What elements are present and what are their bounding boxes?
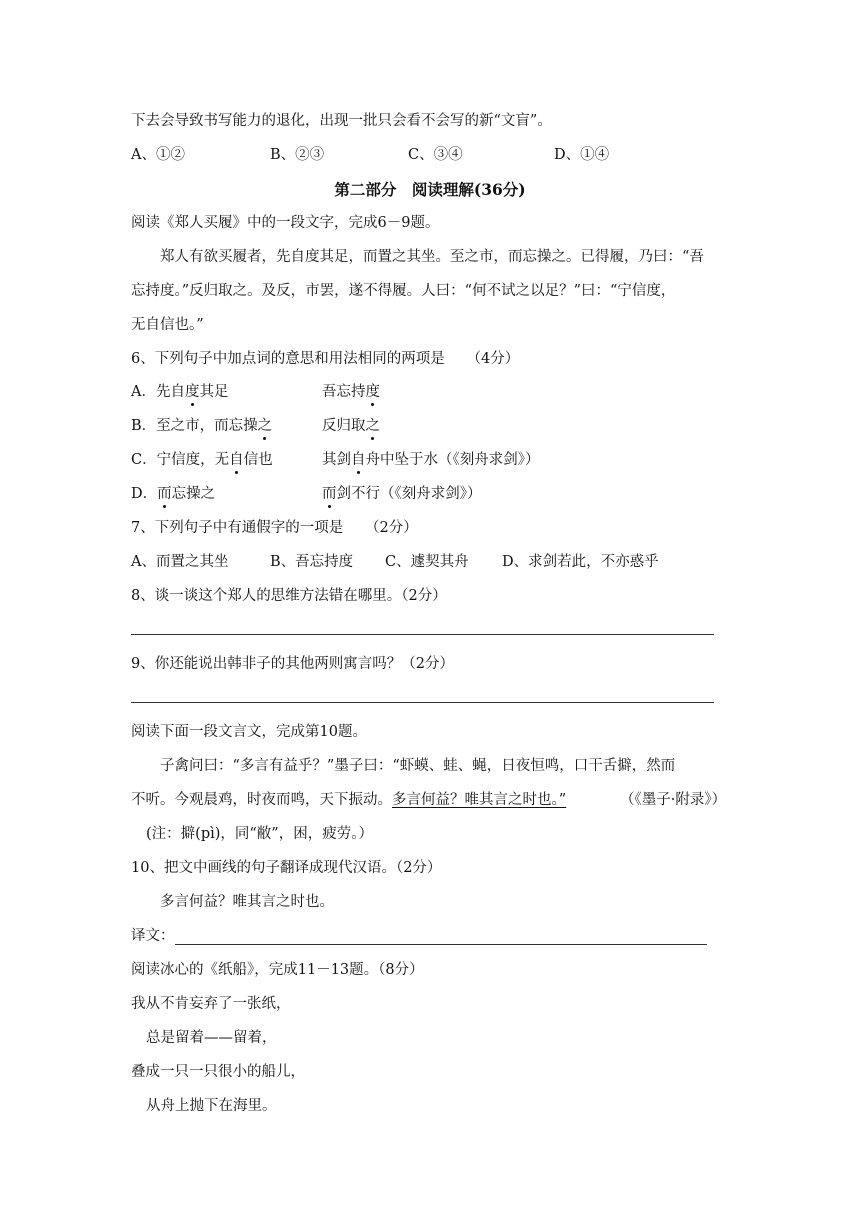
underlined-sentence: 多言何益？唯其言之时也。” (392, 792, 567, 808)
poem-line-1: 我从不肯妄弃了一张纸， (131, 996, 291, 1012)
q10-answer-row (131, 927, 707, 945)
q6-item-c-right: 其剑自舟中坠于水（《刻舟求剑》） (322, 452, 540, 468)
emphasis-dot-word: 自 (351, 452, 366, 468)
q9-answer-line[interactable] (131, 702, 714, 703)
passage1-intro: 阅读《郑人买履》中的一段文字，完成6－9题。 (131, 215, 440, 231)
passage2-note: (注：擗(pì)，同“敝”，困，疲劳。） (146, 826, 373, 842)
passage1-line-3: 无自信也。” (131, 317, 204, 333)
q9-stem: 9、你还能说出韩非子的其他两则寓言吗？（2分） (131, 656, 454, 672)
q7-option-a: A、而置之其坐 (131, 554, 229, 570)
emphasis-dot-word: 自 (229, 452, 244, 468)
q10-answer-label: 译文： (131, 928, 175, 944)
q6-item-d-left: D．而忘操之 (131, 486, 216, 502)
section-title: 第二部分 阅读理解(36分) (334, 180, 526, 199)
q6-item-a-right: 吾忘持度 (322, 384, 380, 400)
q8-stem: 8、谈一谈这个郑人的思维方法错在哪里。（2分） (131, 588, 447, 604)
q6-item-c-left: C．宁信度，无自信也 (131, 452, 273, 468)
emphasis-dot-word: 之 (365, 418, 380, 434)
passage1-line-1: 郑人有欲买履者，先自度其足，而置之其坐。至之市，而忘操之。已得履，乃曰：“吾 (160, 249, 704, 265)
q6-item-b-left: B．至之市，而忘操之 (131, 418, 273, 434)
q6-item-d-right: 而剑不行（《刻舟求剑》） (322, 486, 482, 502)
q5-option-a: A、①② (131, 147, 185, 163)
q7-stem: 7、下列句子中有通假字的一项是 （2分） (131, 520, 418, 536)
q10-answer-blank[interactable] (175, 930, 707, 945)
passage2-line-1: 子禽问曰：“多言有益乎？”墨子曰：“虾蟆、蛙、蝇，日夜恒鸣，口干舌擗，然而 (160, 758, 676, 774)
q8-answer-line[interactable] (131, 634, 714, 635)
passage2-line-2: 不听。今观晨鸡，时夜而鸣，天下振动。多言何益？唯其言之时也。” (131, 792, 567, 808)
poem-line-3: 叠成一只一只很小的船儿， (131, 1064, 305, 1080)
q5-option-c: C、③④ (408, 147, 463, 163)
passage2-intro: 阅读下面一段文言文，完成第10题。 (131, 724, 367, 740)
emphasis-dot-word: 之 (257, 418, 273, 434)
emphasis-dot-word: 而 (157, 486, 172, 502)
emphasis-dot-word: 度 (365, 384, 380, 400)
passage2-source: （《墨子·附录》） (620, 792, 727, 808)
q6-stem: 6、下列句子中加点词的意思和用法相同的两项是 （4分） (131, 351, 520, 367)
q5-option-b: B、②③ (270, 147, 325, 163)
poem-line-2: 总是留着——留着， (146, 1030, 277, 1046)
q7-option-b: B、吾忘持度 (270, 554, 354, 570)
q5-tail-text: 下去会导致书写能力的退化，出现一批只会看不会写的新“文盲”。 (131, 113, 552, 129)
passage3-intro: 阅读冰心的《纸船》，完成11－13题。（8分） (131, 962, 424, 978)
passage1-line-2: 忘持度。”反归取之。及反，市罢，遂不得履。人曰：“何不试之以足？”曰：“宁信度， (131, 283, 676, 299)
poem-line-4: 从舟上抛下在海里。 (146, 1098, 277, 1114)
q7-option-d: D、求剑若此，不亦惑乎 (502, 554, 659, 570)
emphasis-dot-word: 度 (184, 384, 200, 400)
q6-item-b-right: 反归取之 (322, 418, 380, 434)
q10-stem: 10、把文中画线的句子翻译成现代汉语。（2分） (131, 860, 442, 876)
q6-item-a-left: A．先自度其足 (131, 384, 229, 400)
emphasis-dot-word: 而 (322, 486, 337, 502)
q7-option-c: C、遽契其舟 (385, 554, 469, 570)
q5-option-d: D、①④ (554, 147, 610, 163)
q10-sentence: 多言何益？唯其言之时也。 (160, 894, 334, 910)
